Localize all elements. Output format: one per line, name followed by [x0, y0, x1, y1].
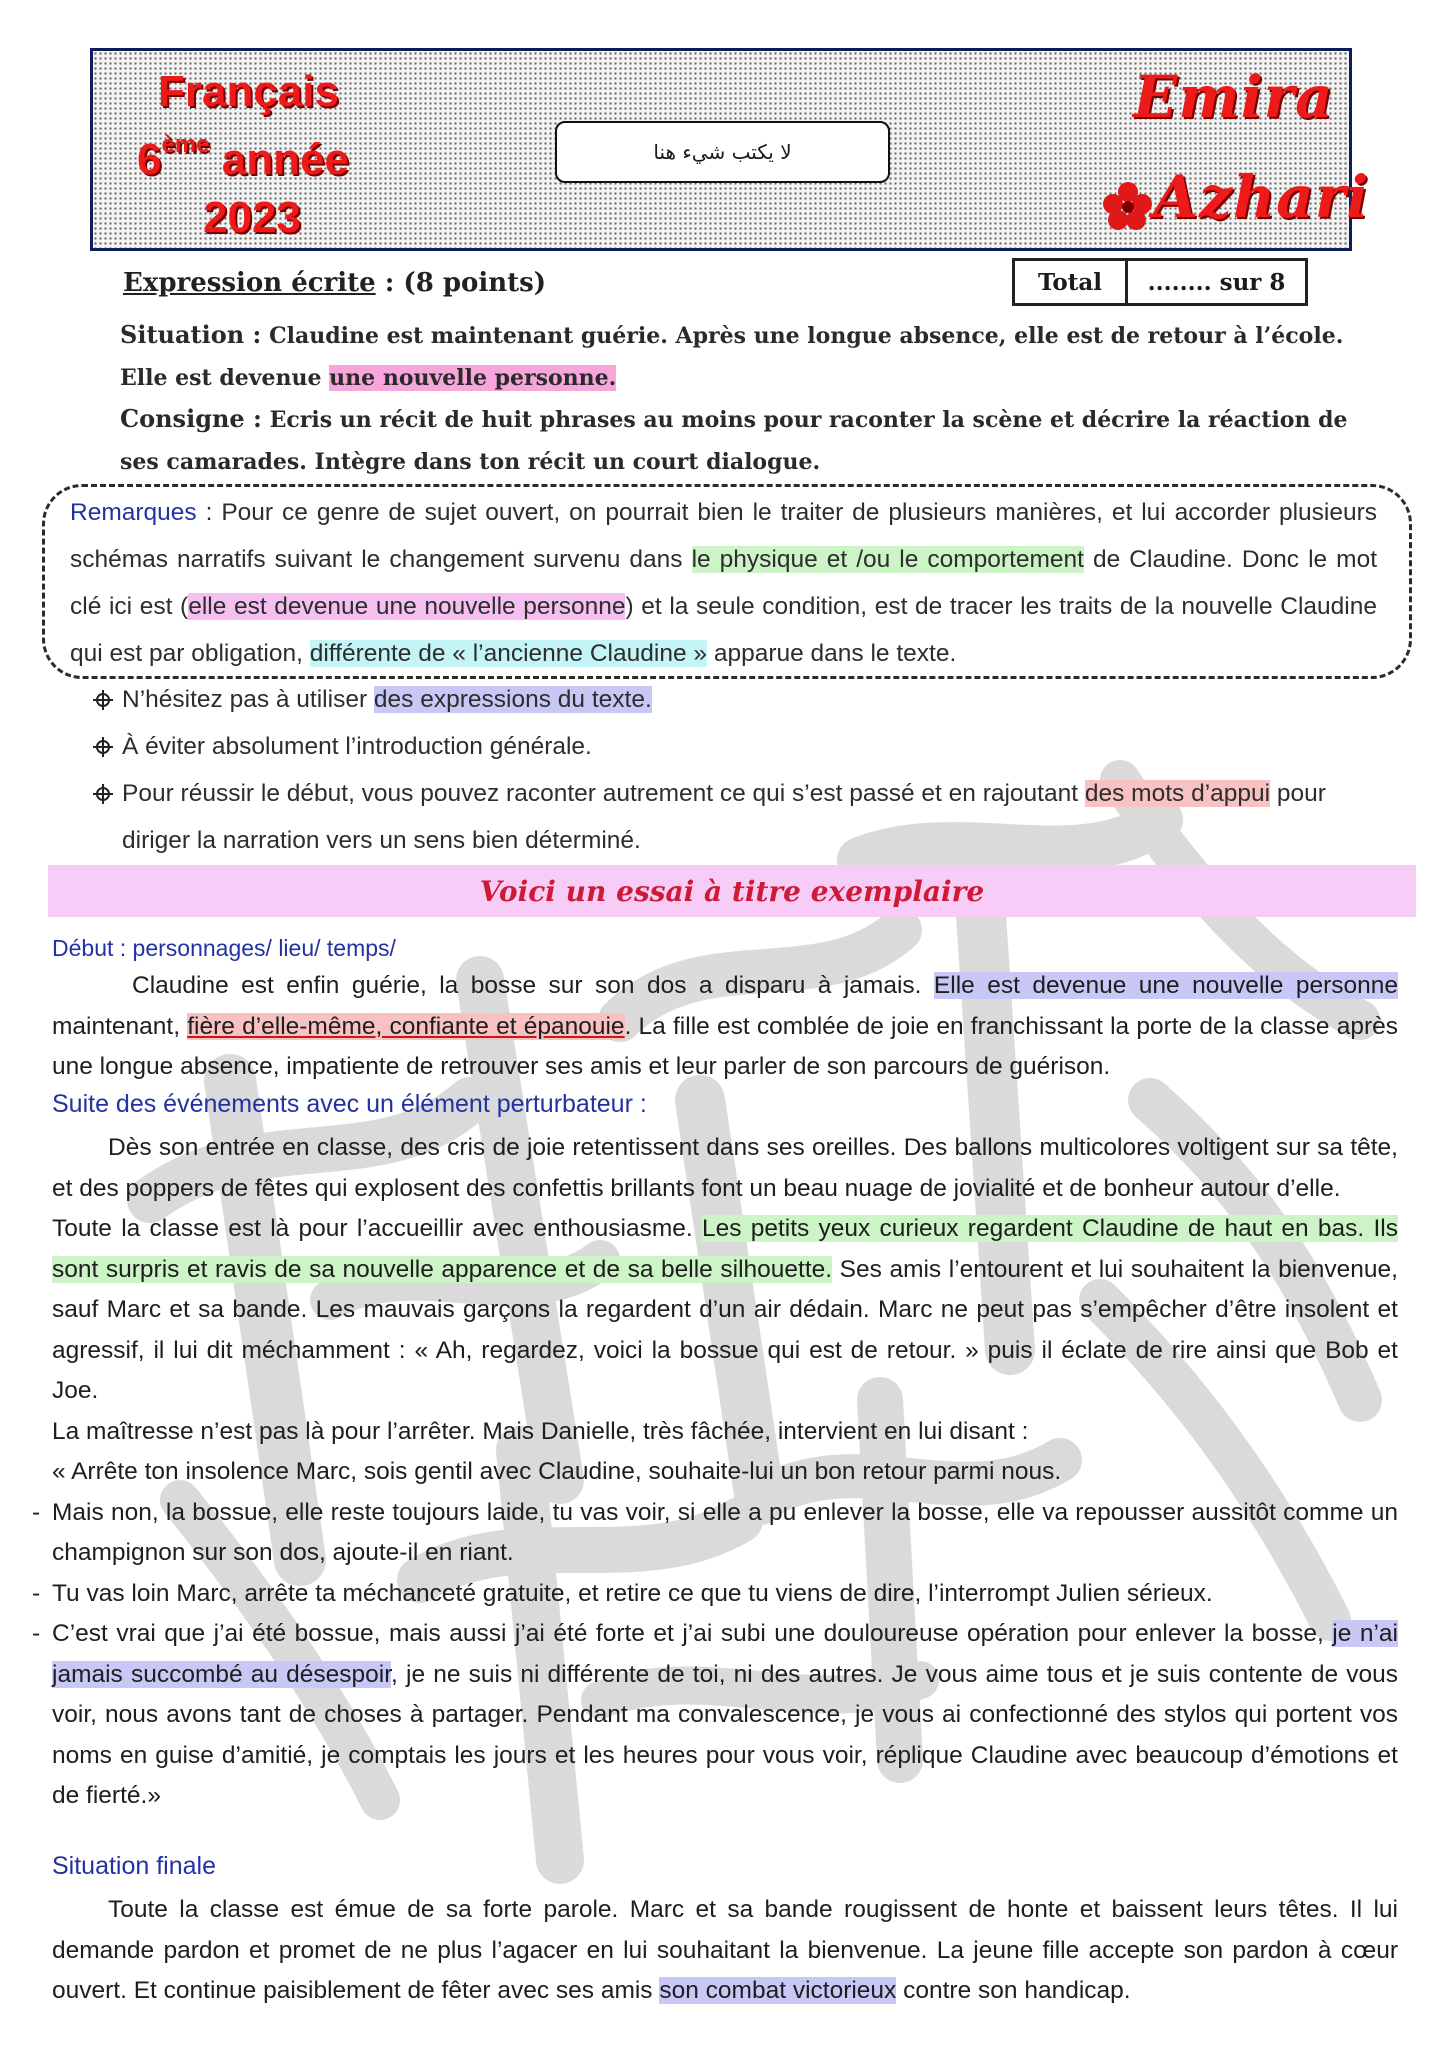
- remarks-text-part: ) et la seule condition, est de tracer les traits de la nouvelle Claudine qui est par obligation,: [70, 593, 1377, 667]
- tip-item: [92, 676, 1392, 723]
- author-first-name: Emira: [1133, 63, 1334, 131]
- no-write-notice: لا يكتب شيء هنا: [555, 121, 890, 183]
- total-score-box: [1012, 258, 1308, 306]
- crosshair-bullet-icon: [92, 689, 114, 711]
- prose-text: Dès son entrée en classe, des cris de joie retentissent dans ses oreilles. Des ballons multicolores voltigent sur sa tête, et des poppers de fêtes qui explosent des confettis brillants font un beau nuage de jovialité et de bonheur autour d’elle.: [52, 1134, 1398, 1202]
- author-last-name: Azhari: [1153, 163, 1370, 231]
- debut-paragraph: [52, 966, 1398, 1088]
- prose-text: Toute la classe est là pour l’accueillir avec enthousiasme.: [52, 1215, 702, 1242]
- prose-text: Ses amis l’entourent et lui souhaitent la bienvenue, sauf Marc et sa bande. Les mauvais garçons la regardent d’un air dédain. Marc ne peut pas s’empêcher d’être insolent et agressif, il lui dit méchamment : « Ah, regardez, voici la bossue qui est de retour. » puis il éclate de rire ainsi que Bob et Joe.: [52, 1255, 1398, 1404]
- essay-banner-text: Voici un essai à titre exemplaire: [479, 874, 985, 908]
- suite-paragraph-3: La maîtresse n’est pas là pour l’arrêter. Mais Danielle, très fâchée, intervient en lui disant :: [52, 1417, 1029, 1445]
- finale-heading: Situation finale: [52, 1852, 217, 1880]
- suite-heading: Suite des événements avec un élément perturbateur :: [52, 1090, 647, 1118]
- suite-paragraphs: [32, 1128, 1399, 1817]
- prose-highlight: Elle est devenue une nouvelle personne: [933, 972, 1398, 999]
- prose-text: Claudine est enfin guérie, la bosse sur son dos a disparu à jamais.: [132, 972, 934, 999]
- consigne-paragraph: [120, 398, 1380, 483]
- remarks-highlight-difference: différente de « l’ancienne Claudine »: [309, 640, 708, 667]
- tip-text: N’hésitez pas à utiliser: [122, 686, 374, 713]
- tip-item: [92, 723, 1392, 770]
- prose-text: Tu vas loin Marc, arrête ta méchanceté gratuite, et retire ce que tu viens de dire, l’interrompt Julien sérieux.: [52, 1579, 1213, 1607]
- suite-paragraph-2: [52, 1209, 1398, 1412]
- prose-text: C’est vrai que j’ai été bossue, mais aussi j’ai été forte et j’ai subi une douloureuse opération pour enlever la bosse,: [52, 1620, 1333, 1647]
- grade-suffix: ème: [161, 131, 210, 158]
- prose-text: . La fille est comblée de joie en franchissant la porte de la classe après une longue absence, impatiente de retrouver ses amis et leur parler de son parcours de guérison.: [52, 1012, 1398, 1080]
- essay-banner: [48, 865, 1416, 917]
- total-label: Total: [1015, 261, 1128, 303]
- remarks-highlight-keyword: elle est devenue une nouvelle personne: [188, 593, 626, 620]
- subject-title: Français: [158, 67, 339, 116]
- prose-highlight-underlined: fière d’elle-même, confiante et épanouie: [187, 1012, 625, 1040]
- tip-highlight: des mots d’appui: [1084, 780, 1271, 807]
- dialogue-dash: -: [32, 1498, 41, 1526]
- dialogue-dash: -: [32, 1620, 41, 1647]
- remarks-text: [70, 489, 1377, 677]
- situation-highlight: une nouvelle personne.: [329, 365, 617, 391]
- tip-text: pour diriger la narration vers un sens bien déterminé.: [122, 780, 1326, 854]
- grade-label: [137, 131, 349, 185]
- prose-text: contre son handicap.: [896, 1977, 1131, 2004]
- suite-paragraph-1: [52, 1128, 1398, 1209]
- remarks-text-part: de Claudine. Donc le mot clé ici est (: [70, 546, 1377, 620]
- consigne-text: Ecris un récit de huit phrases au moins pour raconter la scène et décrire la réaction de ses camarades. Intègre dans ton récit un court dialogue.: [120, 407, 1348, 475]
- remarks-highlight-physique: le physique et /ou le comportement: [691, 546, 1084, 573]
- debut-heading: Début : personnages/ lieu/ temps/: [52, 935, 396, 961]
- consigne-label: Consigne :: [120, 404, 262, 433]
- flower-icon: [1098, 176, 1158, 236]
- dialogue-line: [32, 1614, 1399, 1817]
- prose-highlight: son combat victorieux: [659, 1977, 897, 2004]
- tip-highlight: des expressions du texte.: [373, 686, 652, 713]
- suite-paragraph-4: « Arrête ton insolence Marc, sois gentil avec Claudine, souhaite-lui un bon retour parmi nous.: [52, 1458, 1062, 1485]
- situation-label: Situation :: [120, 320, 262, 349]
- dialogue-dash: -: [32, 1579, 41, 1607]
- section-title: [123, 268, 546, 298]
- situation-text: Claudine est maintenant guérie. Après une longue absence, elle est de retour à l’école. Elle est devenue: [120, 323, 1344, 391]
- prose-text: Toute la classe est émue de sa forte parole. Marc et sa bande rougissent de honte et baissent leurs têtes. Il lui demande pardon et promet de ne plus l’agacer en lui souhaitant la bienvenue. La jeune fille accepte son pardon à cœur ouvert. Et continue paisiblement de fêter avec ses amis: [52, 1896, 1398, 2004]
- section-points: : (8 points): [384, 268, 547, 298]
- tip-text: Pour réussir le début, vous pouvez raconter autrement ce qui s’est passé et en rajoutant: [122, 780, 1085, 807]
- prose-highlight: je n’ai jamais succombé au désespoir: [52, 1620, 1399, 1688]
- remarks-text-part: apparue dans le texte.: [707, 640, 957, 667]
- total-score: ........ sur 8: [1147, 268, 1286, 296]
- grade-word: année: [221, 135, 349, 184]
- section-title-text: Expression écrite: [123, 268, 376, 298]
- remarks-text-part: : Pour ce genre de sujet ouvert, on pourrait bien le traiter de plusieurs manières, et lui accorder plusieurs schémas narratifs suivant le changement survenu dans: [70, 499, 1377, 573]
- situation-paragraph: [120, 314, 1380, 399]
- grade-number: 6: [137, 135, 162, 184]
- header-banner: [90, 48, 1370, 251]
- remarks-label: Remarques: [70, 499, 197, 526]
- tip-item: [92, 770, 1392, 864]
- prose-highlight: Les petits yeux curieux regardent Claudine de haut en bas. Ils sont surpris et ravis de sa nouvelle apparence et de sa belle silhouette.: [52, 1215, 1398, 1283]
- prose-text: , je ne suis ni différente de toi, ni des autres. Je vous aime tous et je suis contente de vous voir, nous avons tant de choses à partager. Pendant ma convalescence, je vous ai confectionné des stylos qui portent vos noms en guise d’amitié, je comptais les jours et les heures pour vous voir, réplique Claudine avec beaucoup d’émotions et de fierté.»: [52, 1660, 1399, 1809]
- crosshair-bullet-icon: [92, 783, 114, 805]
- prose-text: Mais non, la bossue, elle reste toujours laide, tu vas voir, si elle a pu enlever la bosse, elle va repousser aussitôt comme un champignon sur son dos, ajoute-il en riant.: [52, 1498, 1398, 1566]
- dialogue-line: [32, 1493, 1398, 1574]
- crosshair-bullet-icon: [92, 736, 114, 758]
- tip-text: À éviter absolument l’introduction générale.: [122, 733, 592, 760]
- finale-paragraph: [52, 1890, 1398, 2012]
- dialogue-line: [32, 1574, 1398, 1615]
- prose-text: maintenant,: [52, 1012, 188, 1040]
- year-label: 2023: [203, 193, 301, 242]
